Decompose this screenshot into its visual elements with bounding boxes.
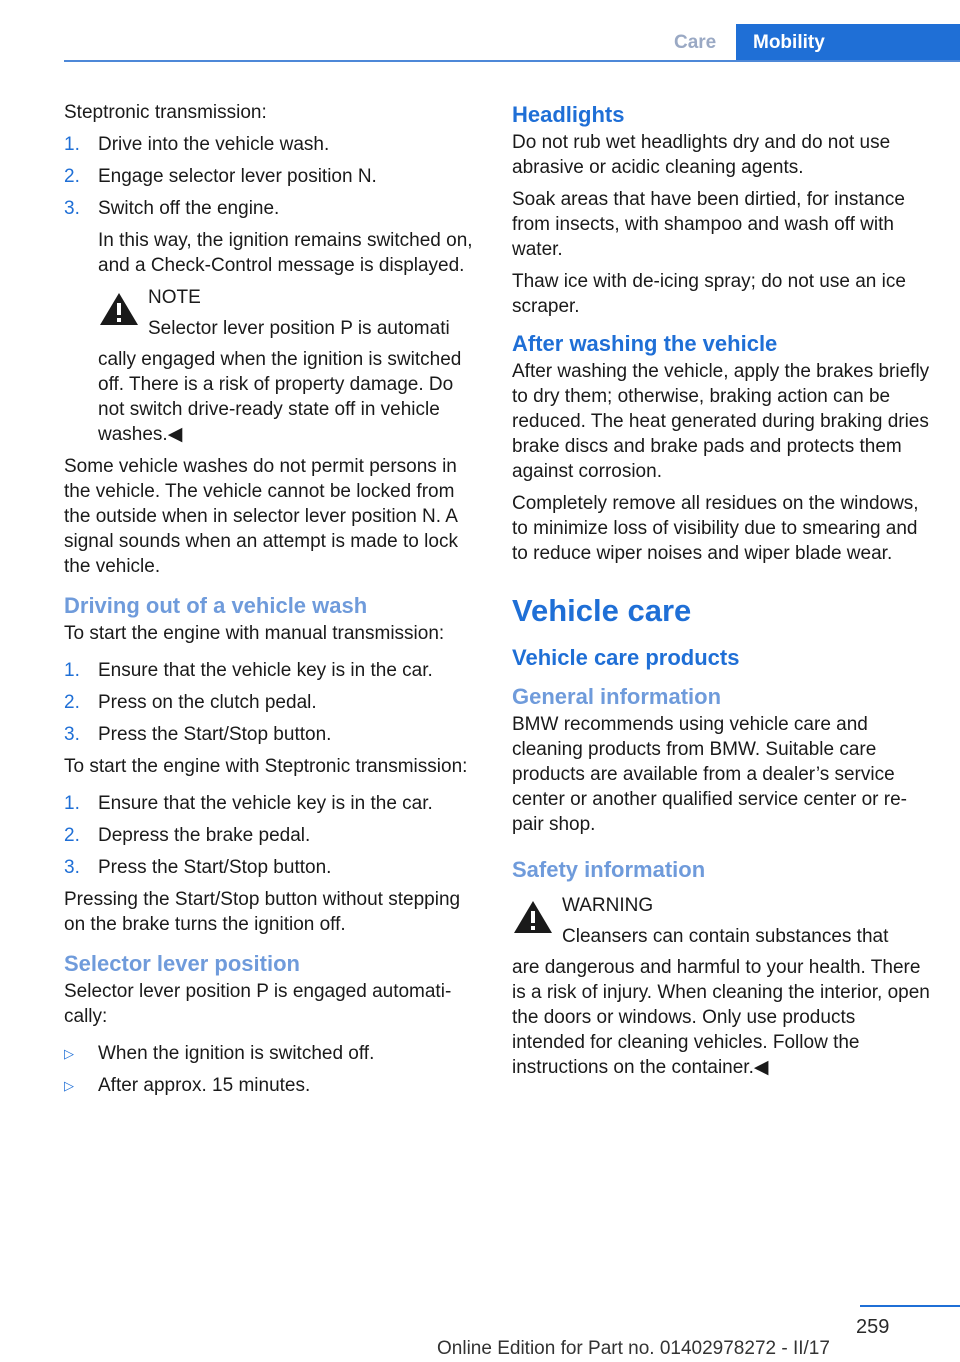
manual-intro: To start the engine with manual transmission: <box>64 623 445 644</box>
list-text: Press the Start/Stop button. <box>98 724 332 745</box>
list-number: 1. <box>64 793 80 814</box>
note-label: NOTE <box>148 287 201 308</box>
warning-triangle-icon <box>98 291 140 327</box>
warning-text: are dangerous and harmful to your health. There is a risk of injury. When cleaning the interior, open the doors or windows. Only use products intended for cleaning vehicles. Follow the instructions on the container.◀ <box>512 957 930 1078</box>
edition-footer: Online Edition for Part no. 01402978272 - II/17 <box>437 1338 830 1359</box>
after-washing-p1: After washing the vehicle, apply the brakes briefly to dry them; otherwise, braking action can be reduced. The heat generated during braking dries brake discs and brake pads and protects them against corrosion. <box>512 361 930 482</box>
list-item <box>64 164 482 189</box>
headlights-heading: Headlights <box>512 102 625 127</box>
general-info-p1: BMW recommends using vehicle care and cleaning products from BMW. Suitable care products are available from a dealer’s service center or another qualified service center or repair shop. <box>512 714 907 835</box>
list-item <box>64 1041 482 1066</box>
list-text: Engage selector lever position N. <box>98 166 377 187</box>
list-text: When the ignition is switched off. <box>98 1043 375 1064</box>
list-number: 2. <box>64 166 80 187</box>
safety-heading: Safety information <box>512 857 706 882</box>
selector-heading: Selector lever position <box>64 951 300 976</box>
list-text: After approx. 15 minutes. <box>98 1075 311 1096</box>
steptronic-start-intro: To start the engine with Steptronic transmission: <box>64 756 468 777</box>
vehicle-wash-paragraph: Some vehicle washes do not permit persons in the vehicle. The vehicle cannot be locked from the outside when in selector lever position N. A signal sounds when an attempt is made to lock the vehicle. <box>64 456 458 577</box>
vehicle-care-heading: Vehicle care <box>512 593 692 628</box>
list-item <box>64 823 482 848</box>
list-item <box>64 690 482 715</box>
list-text: Switch off the engine. <box>98 198 280 219</box>
list-item <box>64 1073 482 1098</box>
bullet-icon: ▷ <box>64 1046 74 1061</box>
steptronic-intro: Steptronic transmission: <box>64 102 267 123</box>
headlights-p3: Thaw ice with de-icing spray; do not use an ice scraper. <box>512 271 906 317</box>
footer-divider <box>860 1305 960 1307</box>
tab-mobility: Mobility <box>736 24 960 62</box>
warning-triangle-icon <box>512 899 554 935</box>
list-text: Press the Start/Stop button. <box>98 857 332 878</box>
right-column <box>512 100 930 1087</box>
list-item <box>64 658 482 683</box>
warning-first-line: Cleansers can contain substances that <box>562 926 889 947</box>
left-column <box>64 100 482 1105</box>
list-item <box>64 855 482 880</box>
list-text: Drive into the vehicle wash. <box>98 134 330 155</box>
list-number: 3. <box>64 724 80 745</box>
warning-label: WARNING <box>562 895 654 916</box>
list-text: Ensure that the vehicle key is in the car. <box>98 793 433 814</box>
list-text: Ensure that the vehicle key is in the car. <box>98 660 433 681</box>
general-info-heading: General information <box>512 684 722 709</box>
list-item <box>64 196 482 221</box>
list-text: Press on the clutch pedal. <box>98 692 317 713</box>
step-detail: In this way, the ignition remains switched on, and a Check-Control message is displayed. <box>98 230 473 276</box>
list-item <box>64 791 482 816</box>
after-washing-p2: Completely remove all residues on the windows, to minimize loss of visibility due to smearing and to reduce wiper noises and wiper blade wear. <box>512 493 919 564</box>
start-stop-note: Pressing the Start/Stop button without stepping on the brake turns the ignition off. <box>64 889 461 935</box>
list-number: 2. <box>64 692 80 713</box>
list-number: 1. <box>64 660 80 681</box>
header-divider <box>64 60 960 62</box>
care-products-heading: Vehicle care products <box>512 645 740 670</box>
header-tabs <box>661 24 960 62</box>
headlights-p2: Soak areas that have been dirtied, for instance from insects, with shampoo and wash off with water. <box>512 189 905 260</box>
headlights-p1: Do not rub wet headlights dry and do not use abrasive or acidic cleaning agents. <box>512 132 891 178</box>
bullet-icon: ▷ <box>64 1078 74 1093</box>
note-first-line: Selector lever position P is automati <box>148 318 450 339</box>
page-number: 259 <box>856 1316 890 1338</box>
selector-intro: Selector lever position P is engaged automatically: <box>64 981 452 1027</box>
note-box <box>98 285 482 447</box>
list-number: 3. <box>64 198 80 219</box>
list-text: Depress the brake pedal. <box>98 825 311 846</box>
list-item <box>64 722 482 747</box>
tab-care: Care <box>674 32 717 53</box>
list-number: 3. <box>64 857 80 878</box>
after-washing-heading: After washing the vehicle <box>512 331 778 356</box>
note-text: cally engaged when the ignition is switched off. There is a risk of property damage. Do not switch drive-ready state off in vehicle washes.◀ <box>98 349 462 445</box>
list-number: 1. <box>64 134 80 155</box>
driving-out-heading: Driving out of a vehicle wash <box>64 593 368 618</box>
list-item <box>64 132 482 157</box>
list-number: 2. <box>64 825 80 846</box>
warning-box <box>512 893 930 1080</box>
